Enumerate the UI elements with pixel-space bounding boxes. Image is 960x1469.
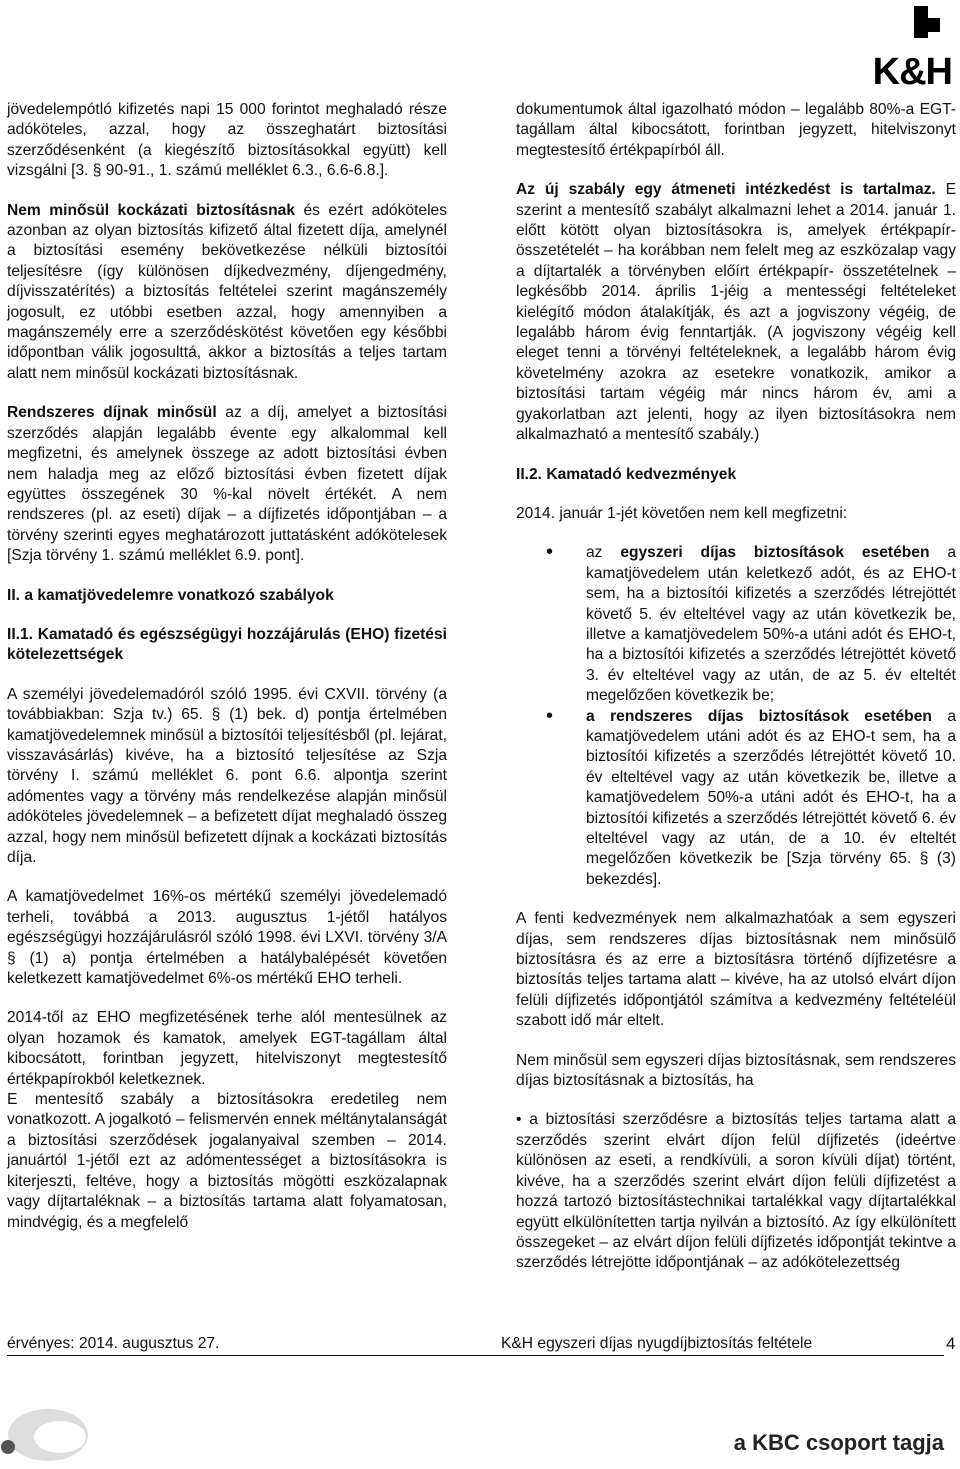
list-item: • az egyszeri díjas biztosítások esetében a kamatjövedelem után keletkező adót, és az EHO-t sem, ha a biztosítói kifizetés a szerződés létrejöttét követő 5. év elteltével vagy az után következik be, illetve a kamatjövedelem 50%-a utáni adót és EHO-t, ha a biztosítói kifizetés a szerződés létrejöttét követő 3. év elteltével vagy az után, de az 5. év elteltét megelőzően következik be; — [516, 543, 956, 706]
section-heading: II. a kamatjövedelemre vonatkozó szabályok — [7, 586, 334, 604]
subsection-heading: II.1. Kamatadó és egészségügyi hozzájárulás (EHO) fizetési kötelezettségek — [7, 625, 447, 664]
paragraph: • a biztosítási szerződésre a biztosítás teljes tartama alatt a szerződés szerint elvárt díjon felül díjfizetés (ideértve különösen az eseti, a rendkívüli, a soron kívüli díjat) történt, kivéve, ha a szerződés szerint elvárt díjon felüli díjfizetést a hozzá tartozó biztosítástechnikai tartalékkal vagy díjtartalékkal együtt elkülönítetten tartja nyilván a biztosító. Az így elkülönített összegeket – az elvárt díjon felüli díjfizetés időpontját tekintve a szerződés létrejötte időpontjának – az adókötelezettség — [516, 1111, 956, 1272]
footer-divider — [7, 1355, 944, 1356]
paragraph: Nem minősül kockázati biztosításnak és ezért adóköteles azonban az olyan biztosítás kifizető által fizetett díja, amelynél a biztosítási esemény bekövetkezése nélküli biztosítói teljesítésre (így különösen díjkedvezmény, díjengedmény, díjvisszatérítés) a biztosítás feltételei szerint magánszemély jogosult, ez utóbbi esetben azzal, hogy amennyiben a magánszemély erre a szerződéskötést követően egy későbbi időpontban válik jogosulttá, akkor a biztosítás a teljes tartam alatt nem minősül kockázati biztosításnak. — [7, 201, 448, 382]
paragraph: 2014. január 1-jét követően nem kell megfizetni: — [516, 504, 848, 522]
bold-term: Az új szabály egy átmeneti intézkedést is tartalmaz. — [516, 181, 936, 199]
kh-logo-text: K&H — [872, 51, 952, 93]
paragraph: A fenti kedvezmények nem alkalmazhatóak a sem egyszeri díjas, sem rendszeres díjas biztosításnak nem minősülő biztosításra és az erre a biztosításra történő díjfizetésre a biztosítás teljes tartama alatt – kivéve, ha az utolsó elvárt díjon felüli díjfizetés időpontjától számítva a kedvezmény feltételéül szabott idő már eltelt. — [516, 910, 956, 1030]
bold-term: Rendszeres díjnak minősül — [7, 404, 217, 422]
decorative-swirl-icon — [0, 1395, 130, 1464]
group-tagline: a KBC csoport tagja — [733, 1430, 944, 1455]
paragraph: dokumentumok által igazolható módon – legalább 80%-a EGT-tagállam által kibocsátott, forintban jegyzett, hitelviszonyt megtestesítő értékpapírból áll. — [516, 101, 956, 159]
page-number: 4 — [946, 1334, 956, 1353]
benefit-list — [516, 543, 956, 890]
bold-term: Nem minősül kockázati biztosításnak — [7, 201, 296, 219]
subsection-heading: II.2. Kamatadó kedvezmények — [516, 465, 737, 483]
paragraph: A kamatjövedelmet 16%-os mértékű személyi jövedelemadó terheli, továbbá a 2013. augusztus 1-jétől hatályos egészségügyi hozzájárulásról szóló 1998. évi LXVI. törvény 3/A § (1) a) pontja értelmében a hatálybalépését követően keletkezett kamatjövedelmet 6%-os mértékű EHO terheli. — [7, 888, 447, 988]
footer-document-title: K&H egyszeri díjas nyugdíjbiztosítás feltétele — [501, 1335, 813, 1352]
paragraph: Nem minősül sem egyszeri díjas biztosításnak, sem rendszeres díjas biztosításnak a biztosítás, ha — [516, 1051, 956, 1090]
paragraph: Az új szabály egy átmeneti intézkedést is tartalmaz. E szerint a mentesítő szabályt alkalmazni lehet a 2014. január 1. előtt kötött olyan biztosításokra is, amelyek értékpapír-összetételét – ha korábban nem felelt meg az eszközalap vagy a díjtartalék a törvényben előírt értékpapír- összetételnek – legkésőbb 2014. április 1-jéig a mentességi feltételeket kielégítő módon átalakítják, és azt a jogviszony végéig, de legalább három évig fenntartják. (A jogviszony végéig kell eleget tenni a törvényi feltételeknek, a legalább három évig követelmény azokra az esetekre vonatkozik, amikor a biztosítási tartam végéig már nincs három év, ami a gyakorlatban azt jelenti, hogy az ilyen biztosításokra nem alkalmazható a mentesítő szabály.) — [516, 181, 956, 444]
footer-valid-date: érvényes: 2014. augusztus 27. — [7, 1335, 220, 1352]
right-column — [516, 100, 956, 1293]
paragraph: Rendszeres díjnak minősül az a díj, amelyet a biztosítási szerződés alapján legalább évente egy alkalommal kell megfizetni, és amelynek összege az adott biztosítási évben nem haladja meg az előző biztosítási évben fizetett díjak együttes összegének 30 %-kal növelt értékét. A nem rendszeres (pl. az eseti) díjak – a díjfizetés időpontjában – a törvény szerinti egyes meghatározott juttatásként adókötelesek [Szja törvény 1. számú melléklet 6.9. pont]. — [7, 404, 448, 565]
paragraph: E mentesítő szabály a biztosításokra eredetileg nem vonatkozott. A jogalkotó – felismervén ennek méltánytalanságát a biztosítási szerződések jogalanyaival szemben – 2014. januártól 1-jétől ezt az adómentességet a biztosításokra is kiterjeszti, feltéve, hogy a biztosítás mögötti eszközalapnak vagy díjtartaléknak – a biztosítás tartama alatt folyamatosan, mindvégig, és a megfelelő — [7, 1091, 447, 1231]
kh-logo — [842, 4, 952, 94]
paragraph: jövedelempótló kifizetés napi 15 000 forintot meghaladó része adóköteles, azzal, hogy az összeghatárt biztosítási szerződésenként (a kiegészítő biztosításokkal együtt) kell vizsgálni [3. § 90-91., 1. számú melléklet 6.3., 6.6-6.8.]. — [7, 101, 447, 180]
paragraph: A személyi jövedelemadóról szóló 1995. évi CXVII. törvény (a továbbiakban: Szja tv.) 65. § (1) bek. d) pontja értelmében kamatjövedelemnek minősül a biztosítói teljesítésből (pl. lejárat, visszavásárlás) kivéve, ha a biztosító teljesítése az Szja törvény I. számú melléklet 6. pont 6.6. alpontja szerint adómentes vagy a törvény más rendelkezése alapján minősül adóköteles jövedelemnek – a befizetett díjat meghaladó összeg azzal, hogy nem minősül befizetett díjnak a kockázati biztosítás díja. — [7, 685, 447, 866]
list-item: • a rendszeres díjas biztosítások esetében a kamatjövedelem utáni adót és az EHO-t sem, ha a biztosítói kifizetés a szerződés létrejöttét követő 10. év elteltével vagy az után következik be, illetve a kamatjövedelem 50%-a utáni adót és EHO-t, ha a biztosítói kifizetés a szerződés létrejöttét követő 6. év elteltével vagy az után, de a 10. év elteltét megelőzően következik be [Szja törvény 65. § (3) bekezdés]. — [516, 707, 956, 891]
paragraph: 2014-től az EHO megfizetésének terhe alól mentesülnek az olyan hozamok és kamatok, amelyek EGT-tagállam által kibocsátott, forintban jegyzett, hitelviszonyt megtestesítő értékpapírokból keletkeznek. — [7, 1009, 447, 1088]
left-column — [7, 100, 447, 1252]
